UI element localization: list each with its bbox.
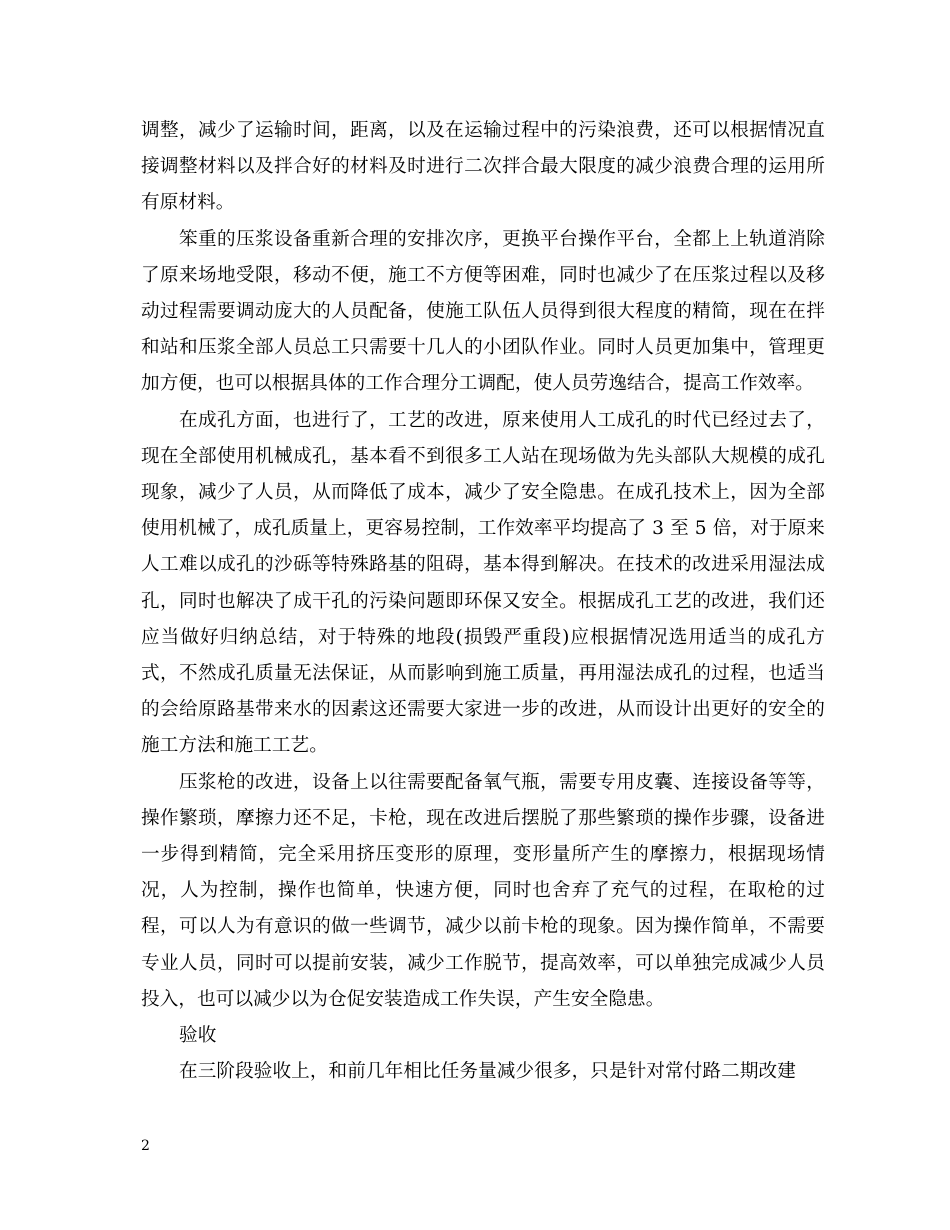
paragraph-grouting-equipment: 笨重的压浆设备重新合理的安排次序，更换平台操作平台，全都上上轨道消除了原来场地受限，移动不便，施工不方便等困难，同时也减少了在压浆过程以及移动过程需要调动庞大的人员配备，使施工队伍人员得到很大程度的精简，现在在拌和站和压浆全部人员总工只需要十几人的小团队作业。同时人员更加集中，管理更加方便，也可以根据具体的工作合理分工调配，使人员劳逸结合，提高工作效率。: [141, 228, 825, 395]
paragraph-hole-forming: 在成孔方面，也进行了，工艺的改进，原来使用人工成孔的时代已经过去了，现在全部使用机械成孔，基本看不到很多工人站在现场做为先头部队大规模的成孔现象，减少了人员，从而降低了成本，减少了安全隐患。在成孔技术上，因为全部使用机械了，成孔质量上，更容易控制，工作效率平均提高了 3 至 5 倍，对于原来人工难以成孔的沙砾等特殊路基的阻碍，基本得到解决。在技术的改进采用湿法成孔，同时也解决了成干孔的污染问题即环保又安全。根据成孔工艺的改进，我们还应当做好归纳总结，对于特殊的地段(损毁严重段)应根据情况选用适当的成孔方式，不然成孔质量无法保证，从而影响到施工质量，再用湿法成孔的过程，也适当的会给原路基带来水的因素这还需要大家进一步的改进，从而设计出更好的安全的施工方法和施工工艺。: [141, 409, 825, 757]
paragraph-acceptance: 在三阶段验收上，和前几年相比任务量减少很多，只是针对常付路二期改建: [179, 1061, 796, 1083]
page-number: 2: [141, 1138, 150, 1154]
section-heading-acceptance: 验收: [179, 1025, 217, 1047]
paragraph-grouting-gun: 压浆枪的改进，设备上以往需要配备氧气瓶，需要专用皮囊、连接设备等等，操作繁琐，摩擦力还不足，卡枪，现在改进后摆脱了那些繁琐的操作步骤，设备进一步得到精简，完全采用挤压变形的原理，变形量所产生的摩擦力，根据现场情况，人为控制，操作也简单，快速方便，同时也舍弃了充气的过程，在取枪的过程，可以人为有意识的做一些调节，减少以前卡枪的现象。因为操作简单，不需要专业人员，同时可以提前安装，减少工作脱节，提高效率，可以单独完成减少人员投入，也可以减少以为仓促安装造成工作失误，产生安全隐患。: [141, 771, 825, 1010]
document-body: [141, 113, 825, 1090]
paragraph-continued: 调整，减少了运输时间，距离，以及在运输过程中的污染浪费，还可以根据情况直接调整材料以及拌合好的材料及时进行二次拌合最大限度的减少浪费合理的运用所有原材料。: [141, 120, 825, 214]
